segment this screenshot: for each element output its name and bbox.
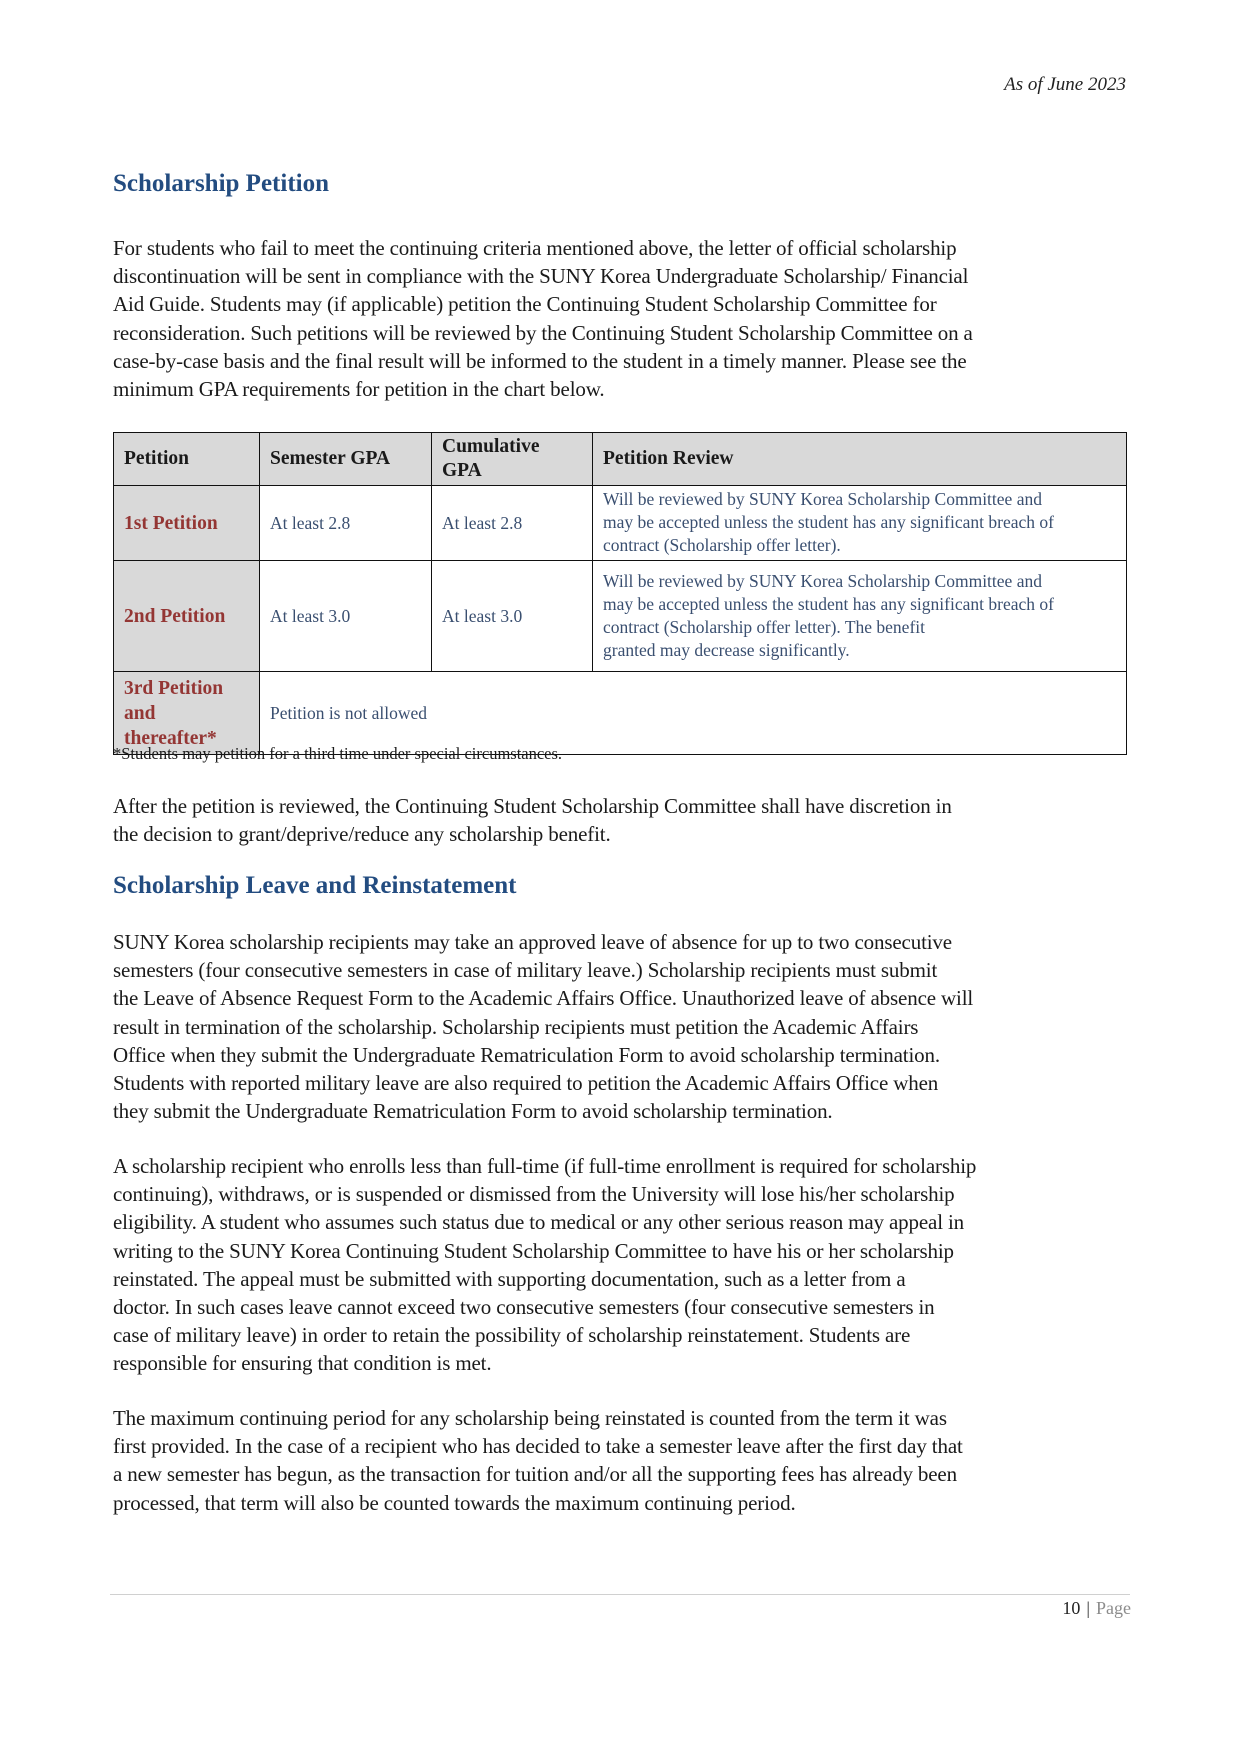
petition-gpa-table — [113, 432, 1127, 755]
header-cumulative-gpa: Cumulative GPA — [432, 433, 593, 486]
text-line: reinstated. The appeal must be submitted with supporting documentation, such as a letter from a — [113, 1266, 906, 1291]
text-line: Will be reviewed by SUNY Korea Scholarship Committee and — [603, 570, 1042, 591]
text-line: minimum GPA requirements for petition in the chart below. — [113, 377, 605, 402]
text-line: contract (Scholarship offer letter). The benefit — [603, 616, 925, 637]
page-separator: | — [1086, 1598, 1090, 1618]
row-label — [114, 672, 260, 755]
table-row — [114, 672, 1127, 755]
text-line: semesters (four consecutive semesters in case of military leave.) Scholarship recipients must submit — [113, 958, 938, 983]
table-footnote: *Students may petition for a third time under special circumstances. — [113, 744, 563, 763]
text-line: Aid Guide. Students may (if applicable) petition the Continuing Student Scholarship Committee for — [113, 292, 937, 317]
text-line: thereafter* — [124, 727, 217, 749]
cumulative-gpa-cell: At least 2.8 — [432, 486, 593, 561]
text-line: a new semester has begun, as the transaction for tuition and/or all the supporting fees has already been — [113, 1462, 957, 1487]
text-line: may be accepted unless the student has any significant breach of — [603, 512, 1054, 532]
text-line: granted may decrease significantly. — [603, 639, 850, 660]
text-line: responsible for ensuring that condition is met. — [113, 1351, 492, 1376]
page-label: Page — [1096, 1598, 1131, 1618]
text-line: writing to the SUNY Korea Continuing Student Scholarship Committee to have his or her scholarship — [113, 1238, 954, 1263]
leave-paragraph-2 — [113, 1152, 1128, 1378]
review-cell — [593, 486, 1127, 561]
text-line: Will be reviewed by SUNY Korea Scholarship Committee and — [603, 489, 1042, 509]
text-line: eligibility. A student who assumes such status due to medical or any other serious reason may appeal in — [113, 1210, 965, 1235]
header-petition-review: Petition Review — [593, 433, 1127, 486]
text-line: contract (Scholarship offer letter). — [603, 535, 841, 555]
text-line: doctor. In such cases leave cannot exceed two consecutive semesters (four consecutive semesters in — [113, 1295, 935, 1320]
petition-intro-paragraph — [113, 234, 1128, 403]
footer-divider — [110, 1594, 1130, 1595]
heading-scholarship-petition: Scholarship Petition — [113, 170, 329, 197]
text-line: and — [124, 702, 156, 724]
text-line: Students with reported military leave are also required to petition the Academic Affairs Office when — [113, 1071, 939, 1096]
text-line: For students who fail to meet the continuing criteria mentioned above, the letter of official scholarship — [113, 236, 957, 260]
semester-gpa-cell: At least 3.0 — [260, 561, 432, 672]
text-line: 3rd Petition — [124, 677, 224, 699]
merged-value-cell: Petition is not allowed — [260, 672, 1127, 755]
table-header-row — [114, 433, 1127, 486]
header-date: As of June 2023 — [1004, 74, 1126, 95]
row-label: 2nd Petition — [114, 561, 260, 672]
review-cell — [593, 561, 1127, 672]
page-number-value: 10 — [1062, 1598, 1081, 1618]
text-line: they submit the Undergraduate Rematriculation Form to avoid scholarship termination. — [113, 1099, 833, 1124]
text-line: first provided. In the case of a recipient who has decided to take a semester leave after the first day that — [113, 1434, 963, 1459]
text-line: Office when they submit the Undergraduate Rematriculation Form to avoid scholarship termination. — [113, 1042, 940, 1067]
text-line: reconsideration. Such petitions will be reviewed by the Continuing Student Scholarship Committee on a — [113, 320, 973, 345]
leave-paragraph-1 — [113, 928, 1128, 1125]
after-review-paragraph — [113, 792, 1128, 848]
row-label: 1st Petition — [114, 486, 260, 561]
text-line: may be accepted unless the student has any significant breach of — [603, 593, 1054, 614]
table-row — [114, 486, 1127, 561]
text-line: SUNY Korea scholarship recipients may take an approved leave of absence for up to two consecutive — [113, 930, 952, 954]
leave-paragraph-3 — [113, 1404, 1128, 1517]
text-line: the decision to grant/deprive/reduce any scholarship benefit. — [113, 822, 611, 847]
text-line: processed, that term will also be counted towards the maximum continuing period. — [113, 1490, 796, 1515]
text-line: case of military leave) in order to retain the possibility of scholarship reinstatement. Students are — [113, 1323, 911, 1348]
text-line: continuing), withdraws, or is suspended or dismissed from the University will lose his/her scholarship — [113, 1182, 955, 1207]
table-row — [114, 561, 1127, 672]
text-line: A scholarship recipient who enrolls less than full-time (if full-time enrollment is required for scholarship — [113, 1154, 977, 1178]
semester-gpa-cell: At least 2.8 — [260, 486, 432, 561]
text-line: The maximum continuing period for any scholarship being reinstated is counted from the term it was — [113, 1406, 947, 1430]
page-number — [1062, 1598, 1131, 1619]
text-line: case-by-case basis and the final result will be informed to the student in a timely manner. Please see the — [113, 348, 967, 373]
text-line: After the petition is reviewed, the Continuing Student Scholarship Committee shall have discretion in — [113, 794, 952, 818]
header-semester-gpa: Semester GPA — [260, 433, 432, 486]
cumulative-gpa-cell: At least 3.0 — [432, 561, 593, 672]
text-line: discontinuation will be sent in compliance with the SUNY Korea Undergraduate Scholarship/ Financial — [113, 264, 969, 289]
text-line: result in termination of the scholarship. Scholarship recipients must petition the Academic Affairs — [113, 1014, 919, 1039]
header-petition: Petition — [114, 433, 260, 486]
text-line: the Leave of Absence Request Form to the Academic Affairs Office. Unauthorized leave of absence will — [113, 986, 974, 1011]
heading-leave-reinstatement: Scholarship Leave and Reinstatement — [113, 872, 517, 899]
